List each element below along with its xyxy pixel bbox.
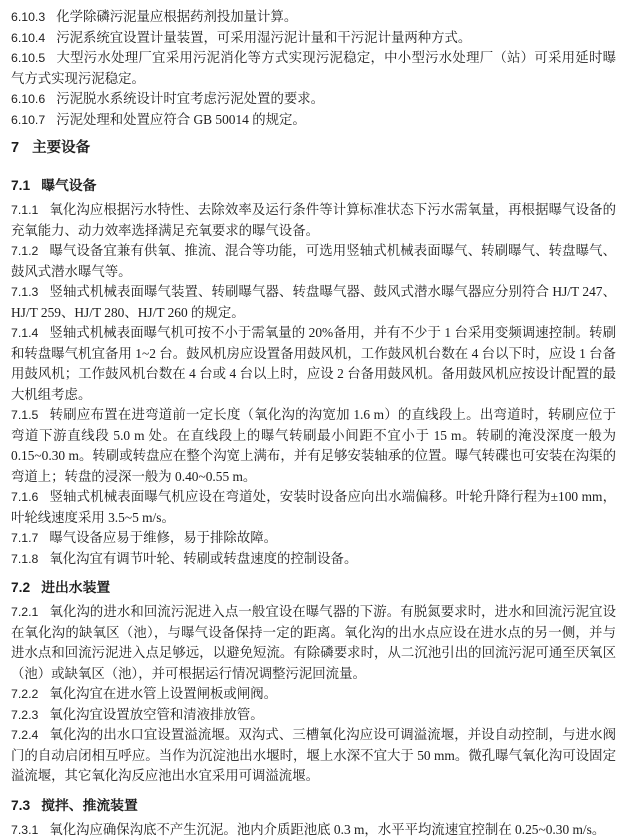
- clause-text: 竖轴式机械表面曝气机应设在弯道处，安装时设备应向出水端偏移。叶轮升降行程为±100 mm，叶轮线速度采用 3.5~5 m/s。: [11, 489, 616, 525]
- clause-7-1-3: [11, 282, 616, 323]
- clause-number: 7.1.2: [11, 241, 38, 262]
- clause-number: 6.10.3: [11, 7, 45, 28]
- clause-7-2-4: [11, 725, 616, 787]
- clause-text: 竖轴式机械表面曝气装置、转刷曝气器、转盘曝气器、鼓风式潜水曝气器应分别符合 HJ/T 247、HJ/T 259、HJ/T 280、HJ/T 260 的规定。: [11, 284, 616, 320]
- clause-text: 大型污水处理厂宜采用污泥消化等方式实现污泥稳定，中小型污水处理厂（站）可采用延时曝气方式实现污泥稳定。: [11, 50, 616, 86]
- clause-text: 污泥系统宜设置计量装置，可采用湿污泥计量和干污泥计量两种方式。: [56, 30, 471, 45]
- clause-text: 氧化沟宜在进水管上设置闸板或闸阀。: [49, 686, 277, 701]
- clause-7-1-2: [11, 241, 616, 282]
- clause-7-1-8: [11, 549, 616, 570]
- section-number: 7.3: [11, 798, 30, 813]
- clause-text: 氧化沟宜设置放空管和清液排放管。: [49, 707, 263, 722]
- chapter-number: 7: [11, 140, 19, 156]
- clause-text: 污泥处理和处置应符合 GB 50014 的规定。: [56, 112, 306, 127]
- clause-7-1-1: [11, 200, 616, 241]
- clause-text: 转刷应布置在进弯道前一定长度（氧化沟的沟宽加 1.6 m）的直线段上。出弯道时，转刷应位于弯道下游直线段 5.0 m 处。在直线段上的曝气转刷最小间距不宜小于 15 m。转刷的淹没深度一般为 0.15~0.30 m。转刷或转盘应在整个沟宽上满布，并有足够安装轴承的位置。曝气转碟也可安装在沟渠的弯道上；转盘的浸深一般为 0.40~0.55 m。: [11, 407, 616, 484]
- clause-text: 氧化沟宜有调节叶轮、转刷或转盘速度的控制设备。: [49, 551, 357, 566]
- section-7-3-heading: [11, 795, 616, 816]
- clause-7-1-7: [11, 528, 616, 549]
- clause-7-2-1: [11, 602, 616, 684]
- chapter-title: 主要设备: [32, 140, 90, 156]
- clause-number: 6.10.7: [11, 110, 45, 131]
- clause-text: 曝气设备应易于维修，易于排除故障。: [49, 530, 277, 545]
- clause-6-10-5: [11, 48, 616, 89]
- clause-7-1-4: [11, 323, 616, 405]
- clause-7-2-2: [11, 684, 616, 705]
- clause-text: 竖轴式机械表面曝气机可按不小于需氧量的 20%备用，并有不少于 1 台采用变频调速控制。转刷和转盘曝气机宜备用 1~2 台。鼓风机房应设置备用鼓风机，工作鼓风机台数在 4 台以下时，应设 1 台备用鼓风机；工作鼓风机台数在 4 台或 4 台以上时，应设 2 台备用鼓风机。备用鼓风机应按设计配置的最大机组考虑。: [11, 325, 616, 402]
- clause-text: 化学除磷污泥量应根据药剂投加量计算。: [56, 9, 297, 24]
- clause-6-10-6: [11, 89, 616, 110]
- chapter-7-heading: [11, 138, 616, 159]
- clause-number: 7.1.1: [11, 200, 38, 221]
- clause-number: 7.1.6: [11, 487, 38, 508]
- section-title: 搅拌、推流装置: [41, 798, 138, 813]
- clause-text: 污泥脱水系统设计时宜考虑污泥处置的要求。: [56, 91, 324, 106]
- clause-number: 6.10.5: [11, 48, 45, 69]
- section-title: 进出水装置: [41, 580, 110, 595]
- clause-number: 7.3.1: [11, 820, 38, 840]
- section-title: 曝气设备: [41, 178, 96, 193]
- clause-text: 曝气设备宜兼有供氧、推流、混合等功能，可选用竖轴式机械表面曝气、转刷曝气、转盘曝气、鼓风式潜水曝气等。: [11, 243, 616, 279]
- clause-7-1-5: [11, 405, 616, 487]
- section-number: 7.2: [11, 580, 30, 595]
- clause-7-2-3: [11, 705, 616, 726]
- clause-text: 氧化沟应根据污水特性、去除效率及运行条件等计算标准状态下污水需氧量，再根据曝气设备的充氧能力、动力效率选择满足充氧要求的曝气设备。: [11, 202, 616, 238]
- clause-number: 7.1.3: [11, 282, 38, 303]
- section-7-2-heading: [11, 577, 616, 598]
- clause-number: 7.2.2: [11, 684, 38, 705]
- clause-text: 氧化沟的进水和回流污泥进入点一般宜设在曝气器的下游。有脱氮要求时，进水和回流污泥宜设在氧化沟的缺氧区（池），与曝气设备保持一定的距离。氧化沟的出水点应设在进水点的另一侧，并与进水点和回流污泥进入点足够远，以避免短流。有除磷要求时，从二沉池引出的回流污泥可通至厌氧区（池）或缺氧区（池），并可根据运行情况调整污泥回流量。: [11, 604, 616, 681]
- section-number: 7.1: [11, 178, 30, 193]
- clause-number: 7.1.5: [11, 405, 38, 426]
- clause-7-3-1: [11, 820, 616, 840]
- clause-6-10-3: [11, 7, 616, 28]
- clause-number: 7.1.8: [11, 549, 38, 570]
- clause-number: 6.10.4: [11, 28, 45, 49]
- clause-number: 6.10.6: [11, 89, 45, 110]
- clause-text: 氧化沟的出水口宜设置溢流堰。双沟式、三槽氧化沟应设可调溢流堰，并设自动控制，与进水阀门的自动启闭相互呼应。当作为沉淀池出水堰时，堰上水深不宜大于 50 mm。微孔曝气氧化沟可设固定溢流堰，其它氧化沟反应池出水宜采用可调溢流堰。: [11, 727, 616, 783]
- clause-number: 7.1.7: [11, 528, 38, 549]
- clause-7-1-6: [11, 487, 616, 528]
- clause-6-10-7: [11, 110, 616, 131]
- clause-number: 7.2.4: [11, 725, 38, 746]
- clause-number: 7.2.3: [11, 705, 38, 726]
- clause-number: 7.2.1: [11, 602, 38, 623]
- clause-number: 7.1.4: [11, 323, 38, 344]
- clause-text: 氧化沟应确保沟底不产生沉泥。池内介质距池底 0.3 m，水平平均流速宜控制在 0.25~0.30 m/s。: [49, 822, 605, 837]
- section-7-1-heading: [11, 175, 616, 196]
- clause-6-10-4: [11, 28, 616, 49]
